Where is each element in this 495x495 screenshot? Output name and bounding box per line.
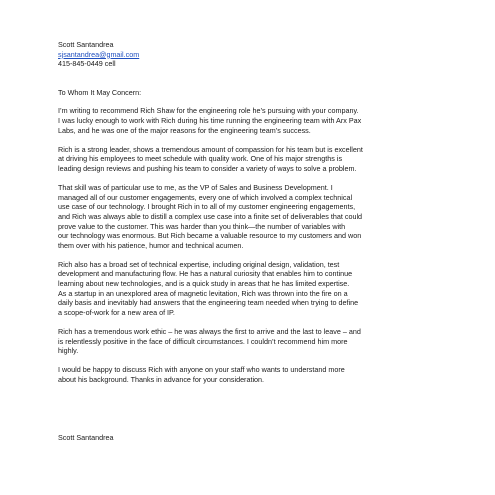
text-line: I’m writing to recommend Rich Shaw for the engineering role he’s pursuing with your company. [58, 106, 359, 116]
text-line: I would be happy to discuss Rich with anyone on your staff who wants to understand more [58, 365, 345, 375]
letter-page [58, 40, 458, 442]
paragraph-work-ethic [58, 327, 458, 356]
paragraph-technical-expertise [58, 260, 458, 318]
text-line: As a startup in an unexplored area of magnetic levitation, Rich was thrown into the fire on a [58, 288, 348, 298]
text-line: is relentlessly positive in the face of difficult circumstances. I couldn’t recommend him more [58, 336, 348, 346]
signature-name: Scott Santandrea [58, 432, 114, 442]
text-line: Rich has a tremendous work ethic – he was always the first to arrive and the last to leave – and [58, 327, 361, 337]
sender-phone: 415-845-0449 cell [58, 59, 116, 69]
text-line: a scope-of-work for a new area of IP. [58, 307, 175, 317]
sender-email-link[interactable]: sjsantandrea@gmail.com [58, 49, 140, 59]
text-line: learning about new technologies, and is a quick study in areas that he has limited expertise. [58, 279, 350, 289]
letter-body [58, 106, 458, 384]
sender-name: Scott Santandrea [58, 40, 114, 49]
text-line: development and manufacturing flow. He has a natural curiosity that enables him to continue [58, 269, 353, 279]
text-line: and Rich was always able to distill a complex use case into a finite set of deliverables that could [58, 211, 363, 221]
sender-block [58, 40, 458, 69]
text-line: about his background. Thanks in advance for your consideration. [58, 375, 265, 384]
text-line: That skill was of particular use to me, as the VP of Sales and Business Development. I [58, 183, 333, 193]
paragraph-customer-engagements [58, 183, 458, 250]
text-line: Rich is a strong leader, shows a tremendous amount of compassion for his team but is excellent [58, 144, 363, 154]
paragraph-closing [58, 365, 458, 384]
text-line: daily basis and inevitably had answers that the engineering team needed when trying to define [58, 298, 359, 308]
text-line: leading design reviews and pushing his team to consider a variety of ways to solve a problem. [58, 163, 357, 173]
text-line: our technology was enormous. But Rich became a valuable resource to my customers and won [58, 231, 362, 241]
paragraph-intro [58, 106, 458, 135]
text-line: Rich also has a broad set of technical expertise, including original design, validation, test [58, 259, 340, 269]
text-line: them over with his patience, humor and technical acumen. [58, 240, 244, 250]
text-line: managed all of our customer engagements, every one of which involved a complex technical [58, 192, 353, 202]
text-line: highly. [58, 346, 79, 356]
text-line: Labs, and he was one of the major reasons for the engineering team’s success. [58, 125, 311, 135]
text-line: use case of our technology. I brought Rich in to all of my customer engineering engagements, [58, 202, 356, 212]
salutation: To Whom It May Concern: [58, 87, 142, 97]
paragraph-leadership [58, 145, 458, 174]
text-line: prove value to the customer. This was harder than you think—the number of variables with [58, 221, 346, 231]
text-line: I was lucky enough to work with Rich during his time running the engineering team with Arx Pax [58, 115, 362, 125]
text-line: at driving his employees to meet schedule with quality work. One of his major strengths is [58, 154, 343, 164]
